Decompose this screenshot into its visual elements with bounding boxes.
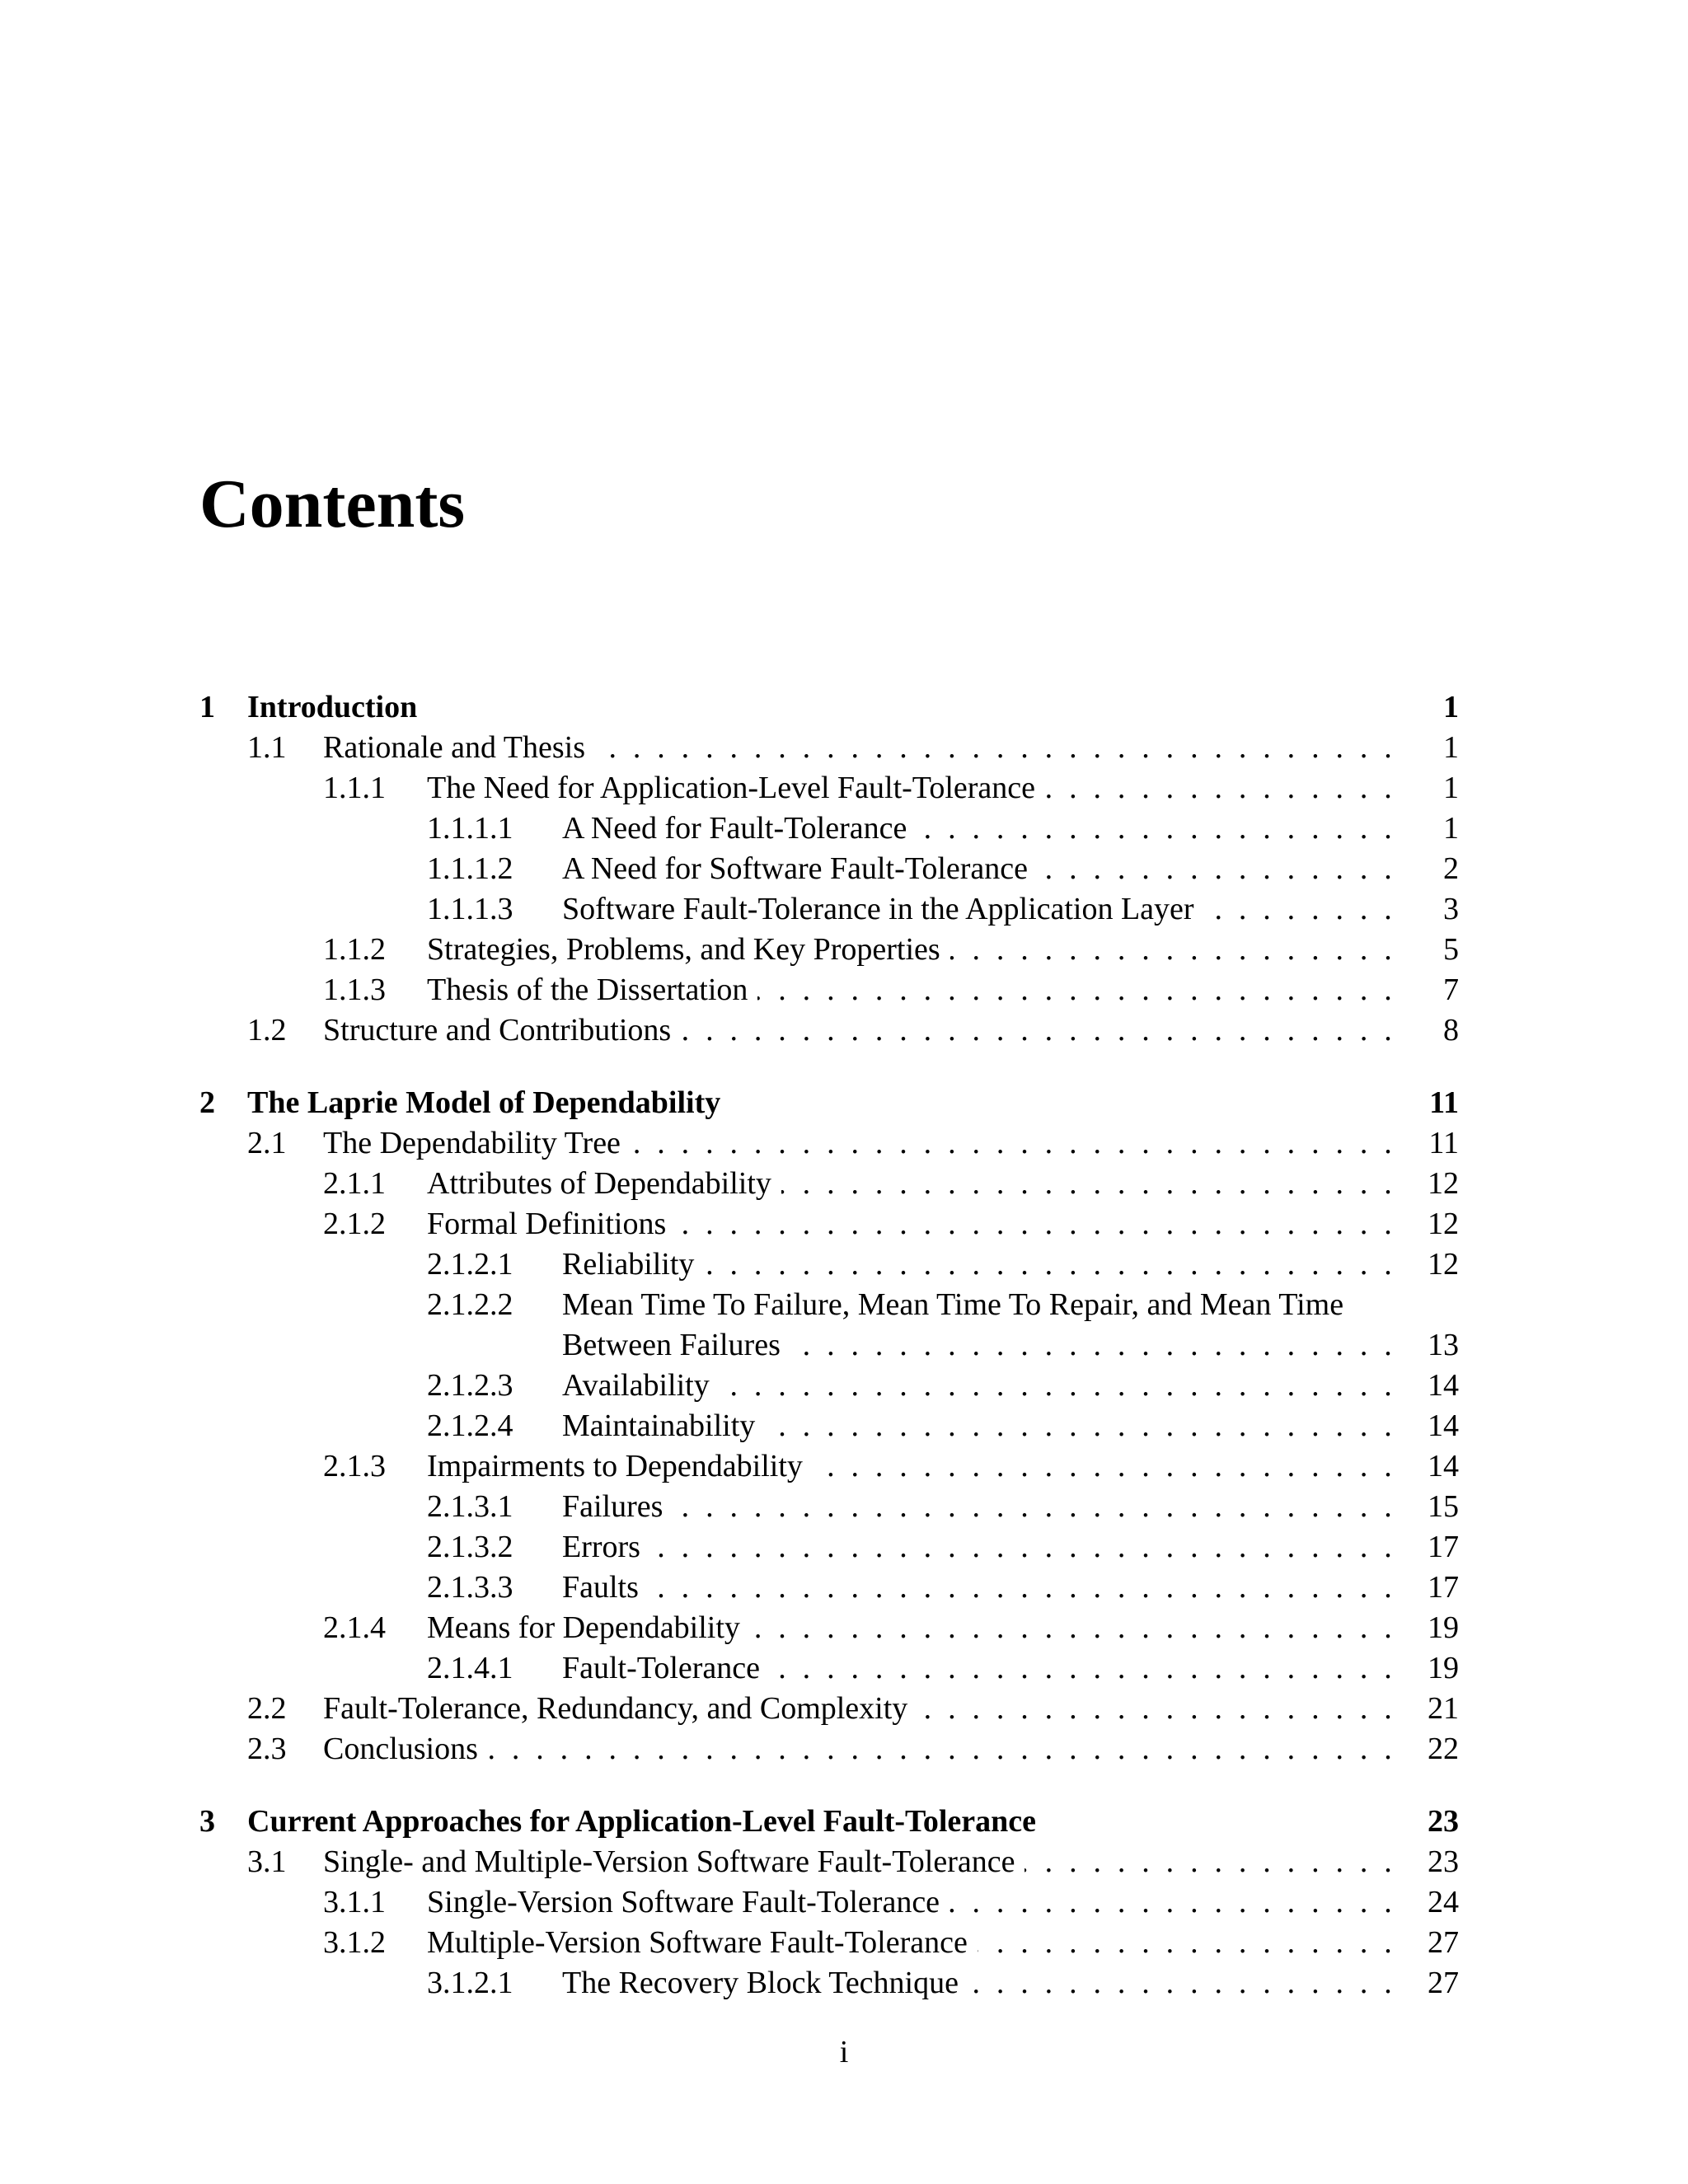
section-page-number: 3 bbox=[1443, 892, 1459, 926]
toc-entry-row[interactable] bbox=[199, 1366, 1459, 1406]
section-title-text: Impairments to Dependability bbox=[427, 1449, 813, 1483]
section-page-number: 1 bbox=[1443, 730, 1459, 765]
section-title-text: Conclusions bbox=[323, 1732, 488, 1766]
section-page-number: 2 bbox=[1443, 851, 1459, 886]
section-title-text: Single-Version Software Fault-Tolerance bbox=[427, 1885, 950, 1919]
section-title bbox=[562, 1244, 1396, 1285]
toc-entry-row[interactable] bbox=[199, 1963, 1459, 2004]
toc-entry-row[interactable] bbox=[199, 970, 1459, 1010]
toc-entry-row[interactable] bbox=[199, 808, 1459, 849]
section-title-text: Thesis of the Dissertation bbox=[427, 972, 757, 1007]
section-title bbox=[562, 849, 1396, 889]
section-title-text: Formal Definitions bbox=[427, 1207, 676, 1241]
section-number: 3.1.1 bbox=[323, 1885, 386, 1919]
section-page-number: 15 bbox=[1428, 1489, 1459, 1524]
section-title bbox=[427, 1882, 1396, 1923]
section-number: 2.1.2.2 bbox=[427, 1287, 513, 1322]
section-title-text: Reliability bbox=[562, 1247, 704, 1282]
section-title bbox=[562, 889, 1396, 930]
section-title-text: Fault-Tolerance bbox=[562, 1651, 770, 1685]
table-of-contents bbox=[199, 687, 1459, 2004]
section-page-number: 19 bbox=[1428, 1651, 1459, 1685]
toc-entry-row[interactable] bbox=[199, 1648, 1459, 1689]
toc-entry-row[interactable] bbox=[199, 1842, 1459, 1882]
toc-entry-row[interactable] bbox=[199, 1568, 1459, 1608]
toc-entry-row[interactable] bbox=[199, 1123, 1459, 1164]
toc-entry-row[interactable] bbox=[199, 1164, 1459, 1204]
section-page-number: 11 bbox=[1428, 1126, 1459, 1160]
section-title-text: Means for Dependability bbox=[427, 1610, 750, 1645]
section-title-text: Software Fault-Tolerance in the Application Layer bbox=[562, 892, 1204, 926]
section-title-text: Availability bbox=[562, 1368, 720, 1403]
toc-entry-row[interactable] bbox=[199, 1010, 1459, 1051]
section-title bbox=[427, 1923, 1396, 1963]
section-title bbox=[427, 970, 1396, 1010]
section-page-number: 14 bbox=[1428, 1449, 1459, 1483]
section-title-text: Multiple-Version Software Fault-Tolerance bbox=[427, 1925, 978, 1960]
section-title bbox=[562, 1963, 1396, 2004]
toc-entry-row[interactable] bbox=[199, 1204, 1459, 1244]
section-page-number: 27 bbox=[1428, 1925, 1459, 1960]
section-number: 2.3 bbox=[247, 1732, 287, 1766]
toc-entry-row[interactable] bbox=[199, 1923, 1459, 1963]
section-number: 2.1.3.1 bbox=[427, 1489, 513, 1524]
section-title-text: Fault-Tolerance, Redundancy, and Complexity bbox=[323, 1691, 917, 1726]
section-page-number: 1 bbox=[1443, 771, 1459, 805]
section-title-text: Rationale and Thesis bbox=[323, 730, 595, 765]
section-number: 2.1.3 bbox=[323, 1449, 386, 1483]
section-page-number: 17 bbox=[1428, 1570, 1459, 1605]
section-page-number: 5 bbox=[1443, 932, 1459, 967]
section-title-text: Attributes of Dependability bbox=[427, 1166, 781, 1201]
section-number: 2.1.2.3 bbox=[427, 1368, 513, 1403]
section-title bbox=[323, 1842, 1396, 1882]
section-number: 3.1 bbox=[247, 1844, 287, 1879]
section-page-number: 17 bbox=[1428, 1530, 1459, 1564]
section-number: 3.1.2.1 bbox=[427, 1966, 513, 2000]
section-number: 2.1.1 bbox=[323, 1166, 386, 1201]
page-number: i bbox=[839, 2035, 849, 2069]
section-page-number: 23 bbox=[1428, 1844, 1459, 1879]
toc-entry-row[interactable] bbox=[199, 1285, 1459, 1325]
section-title-text: The Recovery Block Technique bbox=[562, 1966, 968, 2000]
section-title-text: Single- and Multiple-Version Software Fault-Tolerance bbox=[323, 1844, 1025, 1879]
section-number: 1.2 bbox=[247, 1013, 287, 1047]
section-title bbox=[562, 1285, 1459, 1325]
section-number: 3.1.2 bbox=[323, 1925, 386, 1960]
section-title-continued bbox=[562, 1325, 1396, 1366]
section-title bbox=[427, 1164, 1396, 1204]
section-title bbox=[323, 1729, 1396, 1769]
section-number: 1.1.3 bbox=[323, 972, 386, 1007]
toc-entry-row[interactable] bbox=[199, 849, 1459, 889]
section-number: 2.2 bbox=[247, 1691, 287, 1726]
section-title-text: Failures bbox=[562, 1489, 673, 1524]
section-title-text: Maintainability bbox=[562, 1408, 765, 1443]
section-title bbox=[323, 1123, 1396, 1164]
section-title bbox=[323, 1010, 1396, 1051]
section-title bbox=[427, 1446, 1396, 1487]
chapter-title bbox=[247, 1802, 1396, 1842]
section-title-text: The Dependability Tree bbox=[323, 1126, 631, 1160]
section-title bbox=[562, 1648, 1396, 1689]
section-title bbox=[562, 1406, 1396, 1446]
section-page-number: 27 bbox=[1428, 1966, 1459, 2000]
toc-chapter-row[interactable] bbox=[199, 1802, 1459, 1842]
chapter-number: 2 bbox=[199, 1085, 215, 1120]
toc-entry-row[interactable] bbox=[199, 930, 1459, 970]
toc-entry-row[interactable] bbox=[199, 1608, 1459, 1648]
section-page-number: 21 bbox=[1428, 1691, 1459, 1726]
section-page-number: 12 bbox=[1428, 1166, 1459, 1201]
section-number: 1.1.1 bbox=[323, 771, 386, 805]
chapter-page-number: 11 bbox=[1429, 1085, 1459, 1120]
section-title bbox=[562, 1527, 1396, 1568]
section-title bbox=[323, 728, 1396, 768]
section-page-number: 14 bbox=[1428, 1368, 1459, 1403]
section-number: 2.1.2 bbox=[323, 1207, 386, 1241]
section-number: 1.1.2 bbox=[323, 932, 386, 967]
toc-entry-row[interactable] bbox=[199, 1487, 1459, 1527]
toc-entry-row[interactable] bbox=[199, 1689, 1459, 1729]
toc-entry-row[interactable] bbox=[199, 1882, 1459, 1923]
toc-entry-row-continued[interactable] bbox=[199, 1325, 1459, 1366]
section-title-text: A Need for Fault-Tolerance bbox=[562, 811, 917, 846]
section-page-number: 14 bbox=[1428, 1408, 1459, 1443]
section-title bbox=[323, 1689, 1396, 1729]
section-page-number: 7 bbox=[1443, 972, 1459, 1007]
toc-entry-row[interactable] bbox=[199, 889, 1459, 930]
section-page-number: 12 bbox=[1428, 1247, 1459, 1282]
section-title-text: A Need for Software Fault-Tolerance bbox=[562, 851, 1038, 886]
section-title bbox=[427, 1204, 1396, 1244]
toc-entry-row[interactable] bbox=[199, 1244, 1459, 1285]
section-title bbox=[562, 1487, 1396, 1527]
section-page-number: 19 bbox=[1428, 1610, 1459, 1645]
page-title: Contents bbox=[199, 466, 466, 542]
section-number: 2.1.2.4 bbox=[427, 1408, 513, 1443]
section-page-number: 22 bbox=[1428, 1732, 1459, 1766]
toc-entry-row[interactable] bbox=[199, 1729, 1459, 1769]
toc-entry-row[interactable] bbox=[199, 1446, 1459, 1487]
section-title bbox=[427, 1608, 1396, 1648]
section-title-text: Mean Time To Failure, Mean Time To Repair, and Mean Time bbox=[562, 1287, 1353, 1322]
section-number: 1.1.1.1 bbox=[427, 811, 513, 846]
section-title-text: Errors bbox=[562, 1530, 650, 1564]
chapter-page-number: 1 bbox=[1443, 690, 1459, 724]
section-number: 2.1.3.3 bbox=[427, 1570, 513, 1605]
section-number: 2.1.4.1 bbox=[427, 1651, 513, 1685]
chapter-title-text: Introduction bbox=[247, 690, 427, 724]
section-number: 1.1.1.3 bbox=[427, 892, 513, 926]
section-title-text: Strategies, Problems, and Key Properties bbox=[427, 932, 950, 967]
section-title bbox=[562, 808, 1396, 849]
chapter-title bbox=[247, 687, 1396, 728]
toc-entry-row[interactable] bbox=[199, 768, 1459, 808]
section-page-number: 8 bbox=[1443, 1013, 1459, 1047]
section-page-number: 12 bbox=[1428, 1207, 1459, 1241]
section-title-text: Faults bbox=[562, 1570, 649, 1605]
section-title bbox=[562, 1366, 1396, 1406]
toc-entry-row[interactable] bbox=[199, 1527, 1459, 1568]
chapter-title-text: Current Approaches for Application-Level Fault-Tolerance bbox=[247, 1804, 1046, 1839]
section-number: 2.1.3.2 bbox=[427, 1530, 513, 1564]
toc-chapter-row[interactable] bbox=[199, 1083, 1459, 1123]
section-number: 2.1 bbox=[247, 1126, 287, 1160]
toc-entry-row[interactable] bbox=[199, 728, 1459, 768]
chapter-title bbox=[247, 1083, 1396, 1123]
section-page-number: 1 bbox=[1443, 811, 1459, 846]
section-page-number: 13 bbox=[1428, 1328, 1459, 1362]
section-title-text: Structure and Contributions bbox=[323, 1013, 681, 1047]
section-title bbox=[427, 768, 1396, 808]
section-number: 2.1.2.1 bbox=[427, 1247, 513, 1282]
section-number: 1.1 bbox=[247, 730, 287, 765]
chapter-number: 1 bbox=[199, 690, 215, 724]
section-title-text: The Need for Application-Level Fault-Tolerance bbox=[427, 771, 1045, 805]
section-title-continued-text: Between Failures bbox=[562, 1328, 790, 1362]
toc-entry-row[interactable] bbox=[199, 1406, 1459, 1446]
section-page-number: 24 bbox=[1428, 1885, 1459, 1919]
toc-chapter-row[interactable] bbox=[199, 687, 1459, 728]
section-number: 1.1.1.2 bbox=[427, 851, 513, 886]
section-title bbox=[427, 930, 1396, 970]
chapter-title-text: The Laprie Model of Dependability bbox=[247, 1085, 730, 1120]
chapter-number: 3 bbox=[199, 1804, 215, 1839]
section-number: 2.1.4 bbox=[323, 1610, 386, 1645]
section-title bbox=[562, 1568, 1396, 1608]
chapter-page-number: 23 bbox=[1428, 1804, 1459, 1839]
